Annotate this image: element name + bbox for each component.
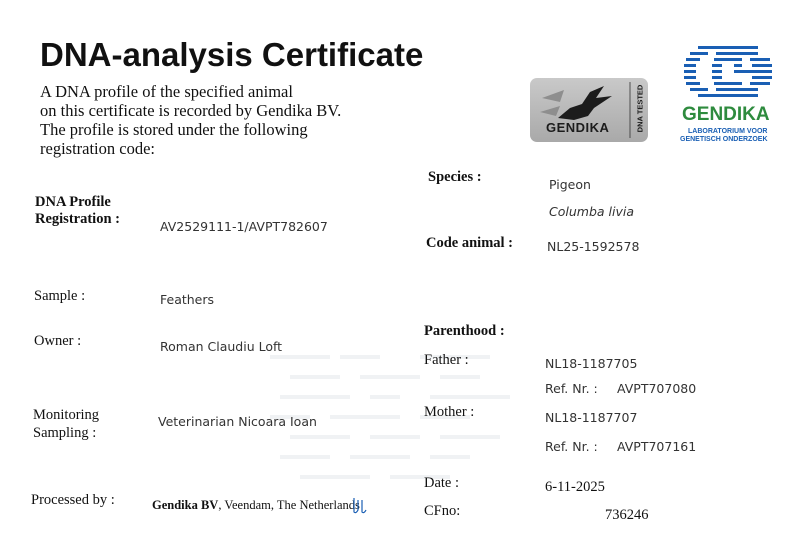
- monitoring-label-2: Sampling :: [33, 425, 97, 441]
- date-label: Date :: [424, 475, 460, 491]
- badge-tag: DNA TESTED: [635, 84, 645, 133]
- species-label: Species :: [428, 169, 482, 185]
- cfno-value: 736246: [605, 507, 649, 523]
- code-animal-value: NL25-1592578: [547, 239, 640, 254]
- gendika-logo-mark: [680, 44, 776, 100]
- date-value: 6-11-2025: [545, 479, 605, 495]
- intro-line-2: on this certificate is recorded by Gendika BV.: [40, 101, 342, 120]
- processed-label: Processed by :: [31, 492, 115, 508]
- owner-label: Owner :: [34, 333, 82, 349]
- mother-ref-label: Ref. Nr. :: [545, 439, 598, 454]
- processed-value: [152, 498, 360, 513]
- badge-brand: GENDIKA: [546, 120, 610, 135]
- father-label: Father :: [424, 352, 469, 368]
- code-animal-label: Code animal :: [426, 235, 513, 251]
- parenthood-label: Parenthood :: [424, 323, 505, 339]
- signature-mark: [350, 496, 368, 516]
- monitoring-label-1: Monitoring: [33, 407, 100, 423]
- species-value: Pigeon: [549, 177, 591, 192]
- profile-value: AV2529111-1/AVPT782607: [160, 219, 328, 234]
- species-latin: Columba livia: [549, 204, 634, 219]
- watermark-pattern: [270, 345, 530, 515]
- monitoring-value: Veterinarian Nicoara Ioan: [158, 414, 317, 429]
- logo-tagline-1: LABORATORIUM VOOR: [688, 128, 768, 135]
- father-ref-label: Ref. Nr. :: [545, 381, 598, 396]
- mother-label: Mother :: [424, 404, 475, 420]
- sample-value: Feathers: [160, 292, 215, 307]
- intro-line-1: A DNA profile of the specified animal: [40, 82, 293, 101]
- intro-line-3: The profile is stored under the following: [40, 120, 308, 139]
- dna-tested-badge: [530, 78, 648, 142]
- certificate-title: DNA-analysis Certificate: [40, 36, 424, 73]
- father-ref-value: AVPT707080: [617, 381, 697, 396]
- processed-company: Gendika BV: [152, 498, 219, 512]
- owner-value: Roman Claudiu Loft: [160, 339, 283, 354]
- father-value: NL18-1187705: [545, 356, 638, 371]
- intro-text: [40, 82, 370, 158]
- cfno-label: CFno:: [424, 503, 461, 519]
- sample-label: Sample :: [34, 288, 86, 304]
- profile-label-2: Registration :: [35, 211, 120, 227]
- mother-value: NL18-1187707: [545, 410, 638, 425]
- logo-name: GENDIKA: [682, 104, 770, 125]
- profile-label-1: DNA Profile: [35, 194, 111, 210]
- mother-ref-value: AVPT707161: [617, 439, 697, 454]
- processed-location: , Veendam, The Netherlands: [218, 498, 360, 512]
- logo-tagline-2: GENETISCH ONDERZOEK: [680, 136, 768, 143]
- gendika-logo: [680, 44, 776, 143]
- intro-line-4: registration code:: [40, 139, 156, 158]
